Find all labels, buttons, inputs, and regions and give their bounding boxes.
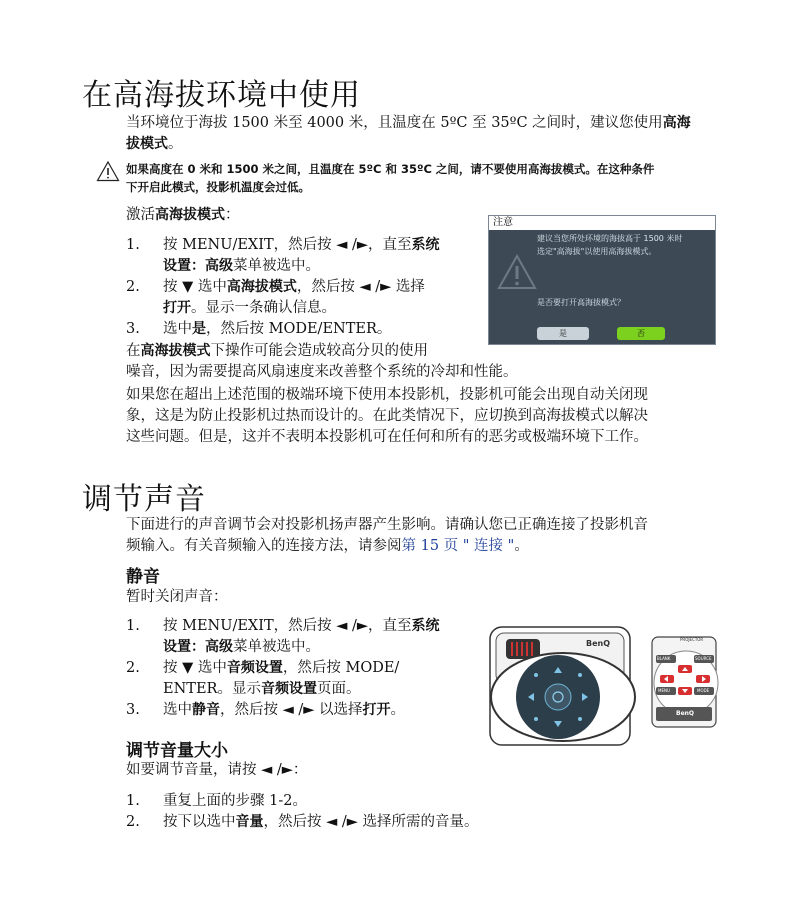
remote-source-label: SOURCE <box>695 656 712 661</box>
activate-label: 激活高海拔模式： <box>126 207 240 223</box>
remote-menu-label: MENU <box>658 688 670 693</box>
dialog-question: 是否要打开高海拔模式？ <box>537 298 625 307</box>
warning-icon <box>96 160 120 182</box>
high-altitude-warning <box>126 160 654 196</box>
intro-text: 当环境位于海拔 1500 米至 4000 米，且温度在 5ºC 至 35ºC 之间时，建议您使用 <box>126 115 663 131</box>
sound-intro: 下面进行的声音调节会对投影机扬声器产生影响。请确认您已正确连接了投影机音 频输入。有关音频输入的连接方法，请参阅第 15 页 " 连接 "。 <box>126 517 648 554</box>
list-item-cont: 设置：高级菜单被选中。 <box>163 639 320 655</box>
yes-button[interactable]: 是 <box>537 327 589 340</box>
remote-blank-label: BLANK <box>657 656 671 661</box>
list-item-cont: 设置：高级菜单被选中。 <box>163 258 320 274</box>
confirm-dialog <box>488 215 716 345</box>
remote-mode-label: MODE <box>697 688 710 693</box>
list-item: 2. 按 ▼ 选中音频设置，然后按 MODE/ <box>126 660 400 676</box>
remote-brand-logo: BenQ <box>676 710 695 717</box>
mute-desc: 暂时关闭声音： <box>126 589 228 605</box>
noise-note: 在高海拔模式下操作可能会造成较高分贝的使用 噪音，因为需要提高风扇速度来改善整个系统的冷却和性能。 <box>126 343 518 380</box>
intro-end: 。 <box>168 136 183 152</box>
remote-projector-label: PROJECTOR <box>680 637 704 642</box>
intro-bold-2: 拔模式 <box>126 136 168 152</box>
section-title-sound: 调节声音 <box>82 482 206 517</box>
section-title-high-altitude: 在高海拔环境中使用 <box>82 78 361 113</box>
intro-bold-1: 高海 <box>662 115 691 131</box>
volume-desc: 如要调节音量，请按 ◄ /►： <box>126 762 308 778</box>
list-item: 1. 按 MENU/EXIT，然后按 ◄ /►，直至系统 <box>126 237 440 253</box>
projector-brand-logo: BenQ <box>586 639 611 648</box>
mute-steps <box>126 616 466 721</box>
page-link[interactable]: 第 15 页 " 连接 " <box>401 538 515 554</box>
list-item: 2. 按 ▼ 选中高海拔模式，然后按 ◄ /► 选择 <box>126 279 425 295</box>
volume-heading: 调节音量大小 <box>126 741 228 761</box>
volume-steps <box>126 791 546 833</box>
dialog-message: 建议当您所处环境的海拔高于 1500 米时 选定"高海拔"以使用高海拔模式。 <box>537 234 683 256</box>
list-item: 1. 重复上面的步骤 1-2。 <box>126 793 307 809</box>
list-item: 3. 选中是，然后按 MODE/ENTER。 <box>126 321 392 337</box>
warning-line-1: 如果高度在 0 米和 1500 米之间，且温度在 5ºC 和 35ºC 之间，请不要使用高海拔模式。在这种条件 <box>126 162 655 176</box>
extreme-env-paragraph: 如果您在超出上述范围的极端环境下使用本投影机，投影机可能会出现自动关闭现 象，这是为防止投影机过热而设计的。在此类情况下，应切换到高海拔模式以解决 这些问题。但是，这并不表明本投影机可在任何和所有的恶劣或极端环境下工作。 <box>126 387 648 445</box>
list-item: 1. 按 MENU/EXIT，然后按 ◄ /►，直至系统 <box>126 618 440 634</box>
high-altitude-intro <box>126 113 726 155</box>
warning-icon <box>497 254 537 290</box>
list-item: 2. 按下以选中音量，然后按 ◄ /► 选择所需的音量。 <box>126 814 479 830</box>
projector-control-panel-image <box>488 625 638 750</box>
dialog-title: 注意 <box>489 216 715 230</box>
list-item: 3. 选中静音，然后按 ◄ /► 以选择打开。 <box>126 702 406 718</box>
warning-line-2: 下开启此模式，投影机温度会过低。 <box>126 180 310 194</box>
activate-mode-name: 高海拔模式 <box>155 207 225 223</box>
no-button[interactable]: 否 <box>617 327 665 340</box>
mute-heading: 静音 <box>126 567 160 587</box>
activate-steps <box>126 235 486 340</box>
list-item-cont: ENTER。显示音频设置页面。 <box>163 681 361 697</box>
list-item-cont: 打开。显示一条确认信息。 <box>163 300 336 316</box>
